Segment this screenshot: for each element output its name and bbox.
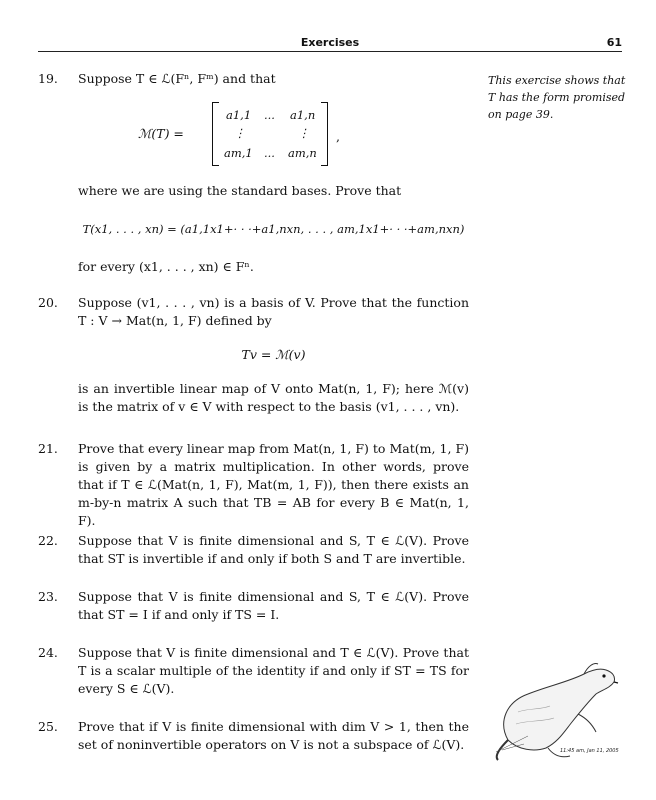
exercise-number: 21. <box>38 441 58 456</box>
exercise-number: 19. <box>38 71 58 86</box>
exercise-number: 20. <box>38 295 58 310</box>
exercise-text: Prove that every linear map from Mat(n, 1, F) to Mat(m, 1, F) is given by a matrix multiplication. In other words, prove that if T ∈ ℒ(Mat(n, 1, F), Mat(m, 1, F)), then there exists an m-by-n matrix A such that TB = AB for every B ∈ Mat(n, 1, F). <box>78 441 469 528</box>
exercise-intro: Suppose (v1, . . . , vn) is a basis of V. Prove that the function T : V → Mat(n, 1, F) defined by <box>78 295 469 328</box>
margin-note: This exercise shows that T has the form promised on page 39. <box>488 74 626 121</box>
matrix-comma: , <box>336 129 340 144</box>
exercise-text: Suppose that V is finite dimensional and T ∈ ℒ(V). Prove that T is a scalar multiple of the identity if and only if ST = TS for every S ∈ ℒ(V). <box>78 645 469 696</box>
matrix-cell: a1,n <box>290 108 316 122</box>
matrix-display <box>78 102 378 166</box>
matrix-grid <box>212 102 328 164</box>
page-number: 61 <box>606 36 622 49</box>
display-equation: T(x1, . . . , xn) = (a1,1x1+· · ·+a1,nxn, . . . , am,1x1+· · ·+am,nxn) <box>82 222 465 236</box>
matrix-cell: ... <box>264 146 275 160</box>
matrix-cell: am,n <box>288 146 317 160</box>
exercise-number: 24. <box>38 645 58 660</box>
display-equation: Tv = ℳ(v) <box>241 347 306 362</box>
exercise-text: Suppose that V is finite dimensional and S, T ∈ ℒ(V). Prove that ST is invertible if and only if both S and T are invertible. <box>78 533 469 566</box>
matrix-cell: am,1 <box>224 146 253 160</box>
exercise-number: 22. <box>38 533 58 548</box>
exercise-text: Suppose that V is finite dimensional and S, T ∈ ℒ(V). Prove that ST = I if and only if TS = I. <box>78 589 469 622</box>
timestamp-stamp: 11:45 am, Jan 11, 2005 <box>560 748 619 754</box>
exercise-20 <box>38 294 470 424</box>
exercise-closing: for every (x1, . . . , xn) ∈ Fⁿ. <box>78 259 254 274</box>
ferret-illustration <box>488 652 628 762</box>
exercise-text: where we are using the standard bases. Prove that <box>78 183 402 198</box>
matrix-cell: ... <box>264 108 275 122</box>
section-title: Exercises <box>300 36 360 49</box>
exercise-text: Prove that if V is finite dimensional with dim V > 1, then the set of noninvertible operators on V is not a subspace of ℒ(V). <box>78 719 469 752</box>
matrix-label: ℳ(T) = <box>138 126 184 141</box>
exercise-number: 25. <box>38 719 58 734</box>
left-bracket <box>212 102 219 166</box>
exercise-closing: is an invertible linear map of V onto Mat(n, 1, F); here ℳ(v) is the matrix of v ∈ V with respect to the basis (v1, . . . , vn). <box>78 381 469 414</box>
exercise-19 <box>38 70 470 280</box>
running-header <box>38 36 622 50</box>
header-rule <box>38 51 622 52</box>
right-bracket <box>321 102 328 166</box>
matrix-cell: ⋮ <box>298 126 310 140</box>
matrix-cell: a1,1 <box>226 108 252 122</box>
matrix-cell: ⋮ <box>234 126 246 140</box>
exercise-number: 23. <box>38 589 58 604</box>
exercise-intro: Suppose T ∈ ℒ(Fⁿ, Fᵐ) and that <box>78 71 276 86</box>
